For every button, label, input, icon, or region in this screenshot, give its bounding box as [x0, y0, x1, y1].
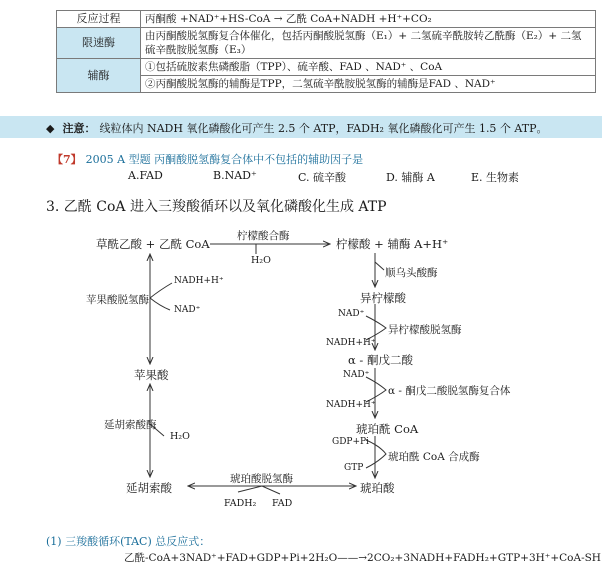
succoa-label: 琥珀酰 CoA — [356, 422, 419, 436]
option-e: E. 生物素 — [471, 171, 520, 184]
note-text: 线粒体内 NADH 氧化磷酸化可产生 2.5 个 ATP，FADH₂ 氧化磷酸化可产生 1.5 个 ATP。 — [99, 122, 548, 135]
malate-label: 苹果酸 — [134, 368, 169, 382]
option-d: D. 辅酶 A — [386, 171, 435, 184]
section-title: 3. 乙酰 CoA 进入三羧酸循环以及氧化磷酸化生成 ATP — [46, 199, 387, 215]
table-head: 反应过程 — [57, 11, 141, 28]
nadh-label-2: NADH+H⁺ — [326, 400, 376, 410]
table-head: 辅酶 — [57, 59, 141, 93]
succinate-label: 琥珀酸 — [360, 481, 395, 495]
h2o-label-2: H₂O — [170, 431, 190, 442]
note-label: 注意： — [62, 122, 96, 135]
branch-aconitase — [375, 262, 384, 270]
branch-gdp — [366, 440, 386, 468]
gtp-label: GTP — [344, 463, 364, 473]
nadh-label-1: NADH+H⁺ — [326, 338, 376, 348]
fumarate-label: 延胡索酸 — [126, 481, 172, 495]
akg-label: α - 酮戊二酸 — [348, 353, 413, 367]
question-text: 2005 A 型题 丙酮酸脱氢酶复合体中不包括的辅助因子是 — [85, 153, 364, 166]
table-cell: ②丙酮酸脱氢酶的辅酶是TPP，二氢硫辛酰胺脱氢酶的辅酶是FAD 、NAD⁺ — [141, 76, 596, 93]
table-cell: ①包括硫胺素焦磷酸脂（TPP）、硫辛酸、FAD 、NAD⁺ 、CoA — [141, 59, 596, 76]
nad-label-1: NAD⁺ — [338, 309, 365, 319]
nad-label-2: NAD⁺ — [343, 370, 370, 380]
branch-fad — [238, 486, 280, 494]
fadh2-label: FADH₂ — [224, 498, 257, 509]
branch-nad-3 — [150, 283, 172, 310]
mdh-label: 苹果酸脱氢酶 — [86, 294, 149, 306]
fad-label: FAD — [272, 498, 293, 509]
option-c: C. 硫辛酸 — [298, 171, 347, 184]
table-head: 限速酶 — [57, 28, 141, 59]
citrate-label: 柠檬酸 + 辅酶 A+H⁺ — [336, 237, 449, 251]
diamond-icon: ◆ — [46, 122, 55, 135]
succoa-synthetase-label: 琥珀酰 CoA 合成酶 — [388, 451, 480, 463]
tac-equation: 乙酰-CoA+3NAD⁺+FAD+GDP+Pi+2H₂O——→2CO₂+3NADH+FADH₂+GTP+3H⁺+CoA-SH — [124, 552, 601, 564]
nad-label-3: NAD⁺ — [174, 305, 201, 315]
idh-label: 异柠檬酸脱氢酶 — [388, 324, 462, 336]
tac-title: (1) 三羧酸循环(TAC) 总反应式： — [46, 535, 211, 548]
fumarase-label: 延胡索酸酶 — [104, 419, 157, 431]
table-cell: 丙酮酸 +NAD⁺+HS-CoA → 乙酰 CoA+NADH +H⁺+CO₂ — [141, 11, 596, 28]
question-number: 【7】 — [52, 153, 82, 166]
h2o-label: H₂O — [251, 255, 271, 266]
citrate-synthase-label: 柠檬酸合酶 — [237, 230, 290, 242]
start-label: 草酰乙酸 + 乙酰 CoA — [96, 237, 210, 251]
branch-nad-2 — [366, 377, 386, 402]
branch-nad-1 — [366, 316, 386, 340]
option-a: A.FAD — [128, 169, 163, 182]
gdp-label: GDP+Pi — [332, 437, 369, 447]
isocitrate-label: 异柠檬酸 — [360, 291, 406, 305]
sdh-label: 琥珀酸脱氢酶 — [230, 473, 293, 485]
aconitase-label: 顺乌头酸酶 — [385, 267, 438, 279]
option-b: B.NAD⁺ — [213, 169, 257, 182]
akgdh-label: α - 酮戊二酸脱氢酶复合体 — [388, 385, 511, 397]
table-cell: 由丙酮酸脱氢酶复合体催化，包括丙酮酸脱氢酶（E₁）+ 二氢硫辛酰胺转乙酰酶（E₂）+ 二氢硫辛酰胺脱氢酶（E₃） — [141, 28, 596, 59]
nadh-label-3: NADH+H⁺ — [174, 276, 224, 286]
